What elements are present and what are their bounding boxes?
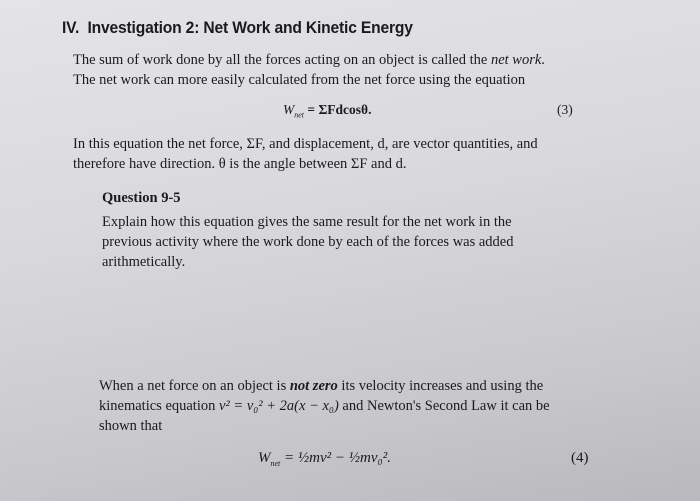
question-line: Explain how this equation gives the same result for the net work in the	[102, 214, 512, 230]
question-title: Question 9-5	[102, 190, 181, 206]
explain-line-1: In this equation the net force, ΣF, and displacement, d, are vector quantities, and	[73, 136, 538, 152]
question-body	[102, 212, 514, 272]
intro-line-1: The sum of work done by all the forces acting on an object is called the net work.	[73, 52, 545, 68]
intro-paragraph	[73, 50, 545, 90]
kinematics-line-1: When a net force on an object is not zero its velocity increases and using the	[99, 378, 544, 394]
explain-paragraph	[73, 134, 538, 174]
equation-4-number: (4)	[571, 450, 589, 466]
question-line: arithmetically.	[102, 254, 186, 270]
intro-line-2: The net work can more easily calculated from the net force using the equation	[73, 72, 526, 88]
equation-3: $W_{net} = \Sigma Fdcos\theta$.	[283, 102, 372, 120]
kinematics-line-2: kinematics equation v² = v₀² + 2a(x − x₀) and Newton's Second Law it can be	[99, 398, 550, 414]
kinematics-line-3: shown that	[99, 418, 163, 434]
question-line: previous activity where the work done by each of the forces was added	[102, 234, 514, 250]
explain-line-2: therefore have direction. θ is the angle between ΣF and d.	[73, 156, 407, 172]
kinematics-paragraph	[99, 376, 550, 436]
equation-3-number: (3)	[557, 102, 573, 117]
equation-4: $W_{net}$ = ½mv² − ½mv₀².	[258, 450, 391, 468]
section-heading: IV. Investigation 2: Net Work and Kinetic Energy	[62, 18, 413, 37]
